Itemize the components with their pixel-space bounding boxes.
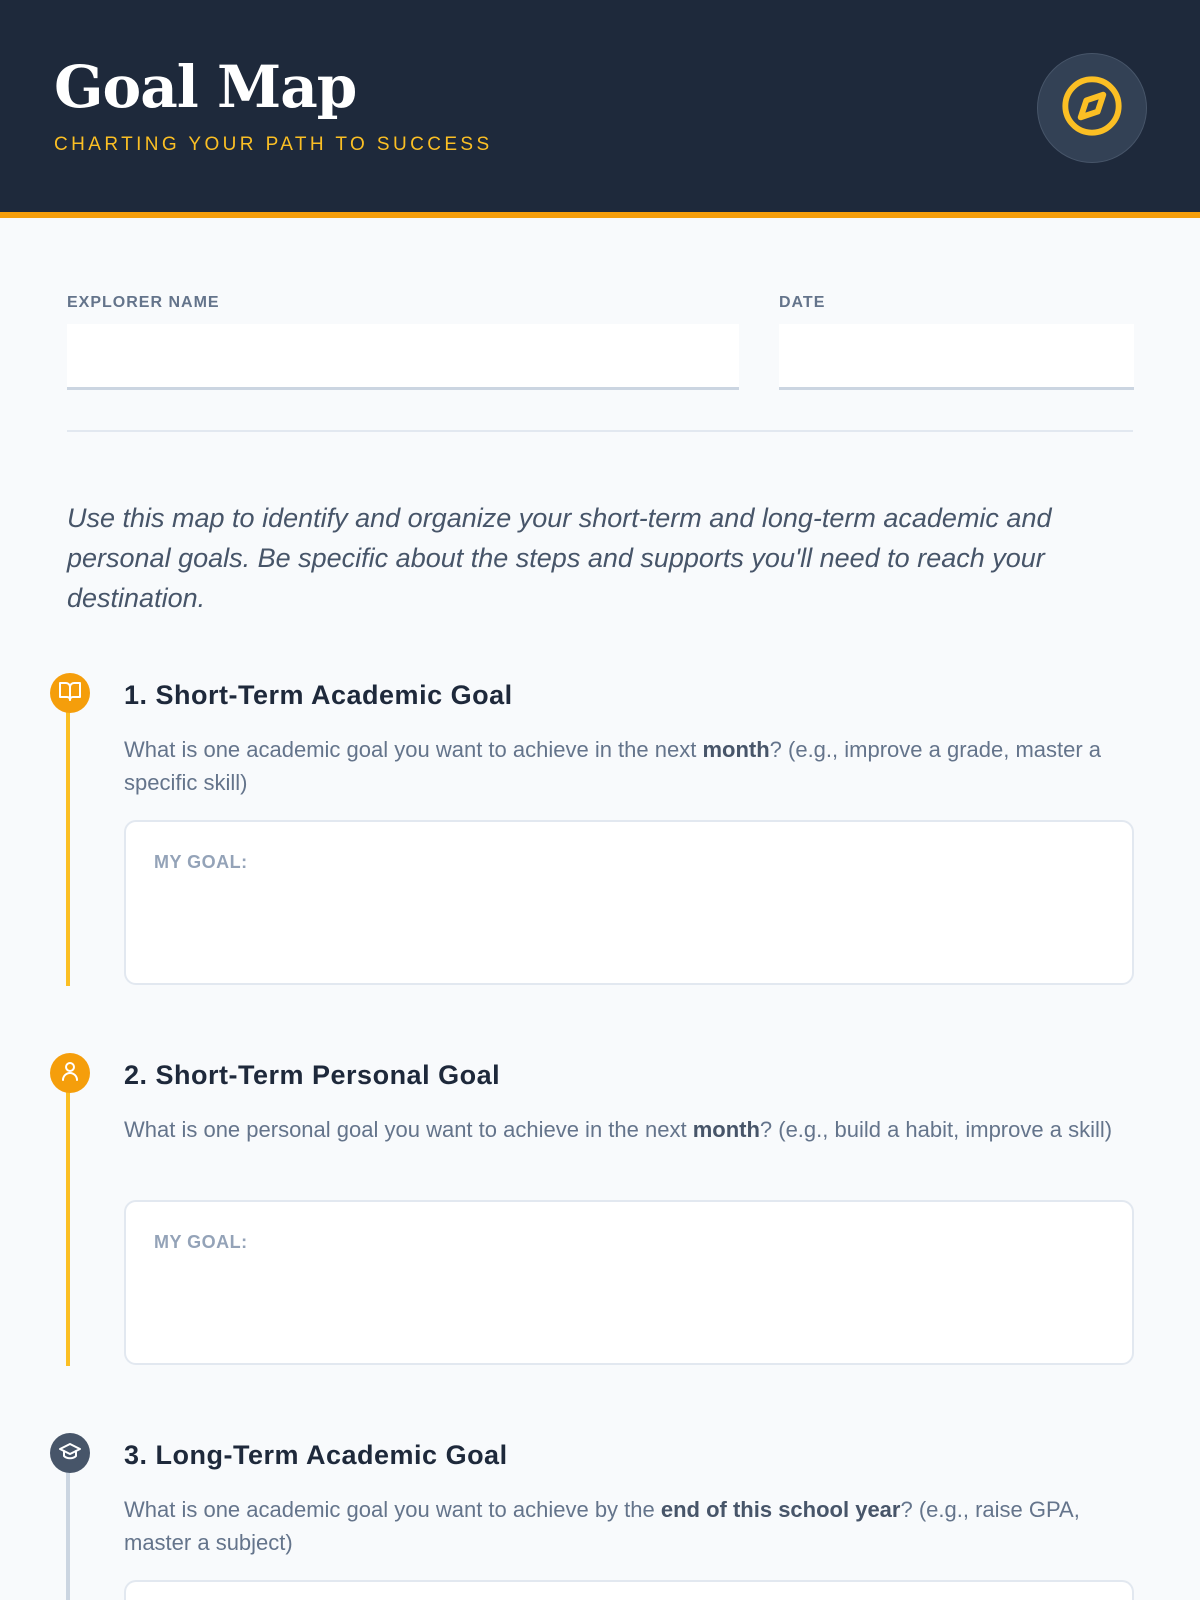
goal-1-description: What is one academic goal you want to achieve in the next month? (e.g., improve a grade, master a specific skill) (124, 737, 1102, 795)
page-title: Goal Map (54, 53, 357, 121)
compass-badge (1037, 53, 1147, 163)
timeline-line (66, 1470, 70, 1600)
user-icon (58, 1059, 82, 1088)
goal-2-box-label: MY GOAL: (154, 1232, 248, 1252)
section-divider (67, 430, 1133, 432)
goal-3-marker (50, 1433, 90, 1473)
goal-2-input-box[interactable] (124, 1200, 1134, 1365)
explorer-name-input[interactable] (67, 324, 739, 390)
book-open-icon (58, 679, 82, 708)
goal-2-description: What is one personal goal you want to achieve in the next month? (e.g., build a habit, improve a skill) (124, 1117, 1113, 1142)
page-subtitle: CHARTING YOUR PATH TO SUCCESS (54, 134, 493, 155)
goal-1-input-box[interactable] (124, 820, 1134, 985)
timeline-line (66, 710, 70, 986)
goal-1-box-label: MY GOAL: (154, 852, 248, 872)
intro-text: Use this map to identify and organize your short-term and long-term academic and personal goals. Be specific about the steps and supports you'll need to reach your destination. (67, 503, 1052, 613)
goal-3-description: What is one academic goal you want to achieve by the end of this school year? (e.g., raise GPA, master a subject) (124, 1497, 1080, 1555)
goal-1-title: 1. Short-Term Academic Goal (124, 680, 513, 710)
goal-2-marker (50, 1053, 90, 1093)
goal-3-title: 3. Long-Term Academic Goal (124, 1440, 508, 1470)
goal-1-marker (50, 673, 90, 713)
goal-3-input-box[interactable] (124, 1580, 1134, 1600)
date-label: DATE (779, 294, 826, 311)
timeline-line (66, 1090, 70, 1366)
date-input[interactable] (779, 324, 1134, 390)
app-header (0, 0, 1200, 218)
compass-icon (1060, 74, 1124, 143)
graduation-cap-icon (58, 1439, 82, 1468)
explorer-name-label: EXPLORER NAME (67, 294, 220, 311)
goal-2-title: 2. Short-Term Personal Goal (124, 1060, 501, 1090)
